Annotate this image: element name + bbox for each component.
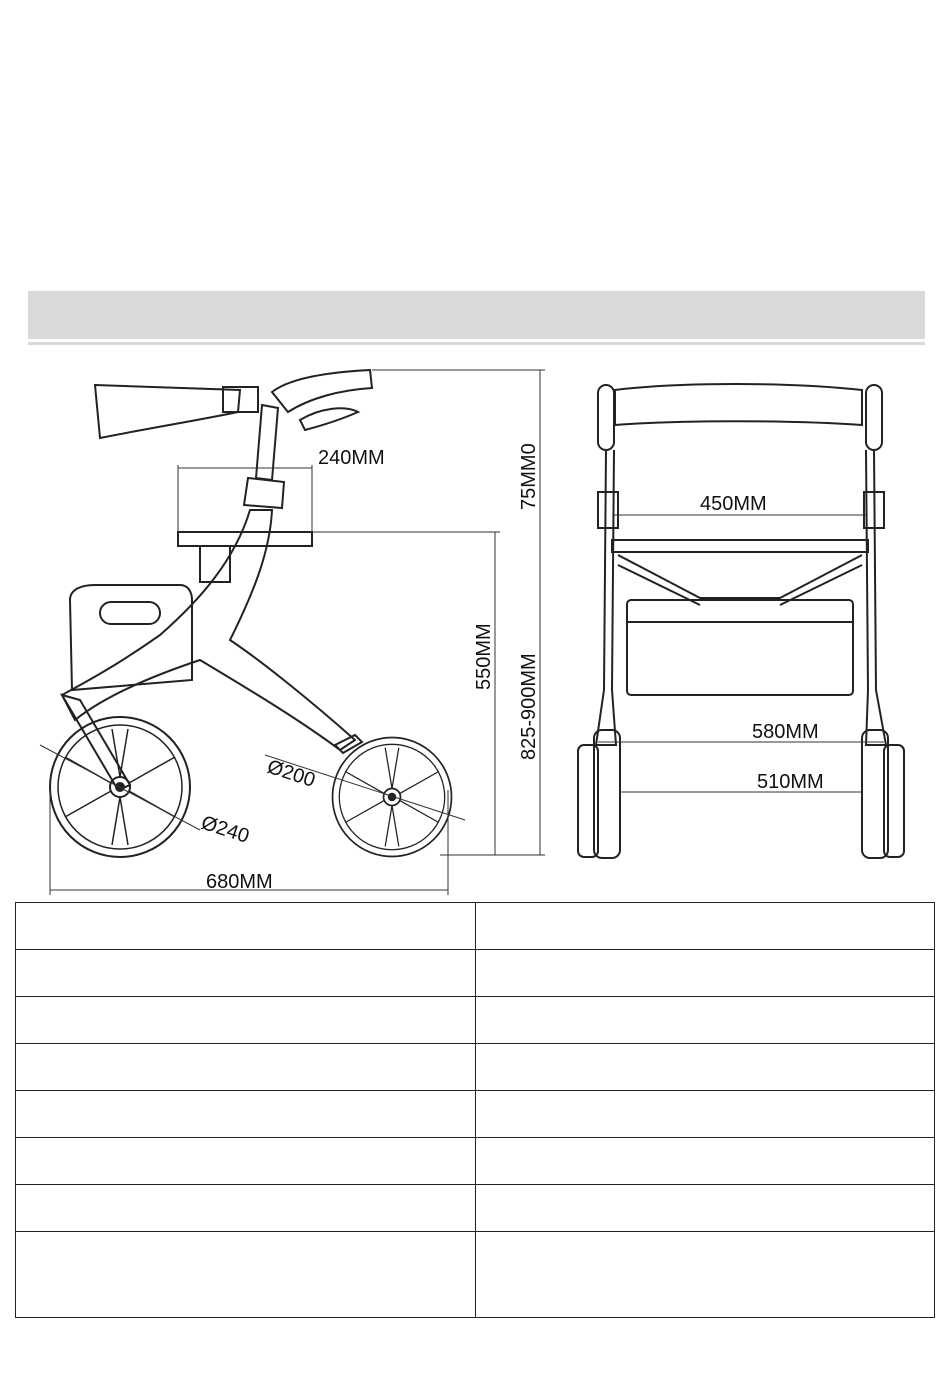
table-row [16,997,935,1044]
seat [178,532,312,546]
handle-height-range-label: 825-900MM [518,653,540,760]
seat-width-label: 450MM [700,493,767,515]
overall-length-label: 680MM [206,871,273,893]
rear-wheel [333,738,452,857]
right-lower-leg [866,690,886,745]
spec-label [16,903,476,950]
total-height-label: 75MM0 [518,443,540,510]
basket [70,585,192,690]
spec-label [16,1232,476,1318]
table-row [16,1232,935,1318]
section-divider [28,342,925,345]
table-row [16,1185,935,1232]
spec-label [16,950,476,997]
spec-label [16,997,476,1044]
front-backrest [615,384,862,425]
spec-value [476,1044,935,1091]
left-clamp [598,492,618,528]
backrest [95,385,240,438]
technical-drawing [0,350,950,900]
spec-label [16,1138,476,1185]
spec-value [476,1138,935,1185]
spec-label [16,1185,476,1232]
table-row [16,1138,935,1185]
basket-handle [100,602,160,624]
spec-value [476,1091,935,1138]
right-handle [866,385,882,450]
upper-post [256,405,278,480]
handle-depth-label: 240MM [318,447,385,469]
front-wheel-diameter-label: Ø240 [198,811,252,848]
front-basket [627,600,853,695]
rear-wheel-diameter-label: Ø200 [264,755,318,792]
spec-value [476,903,935,950]
table-row [16,1044,935,1091]
left-handle [598,385,614,450]
spec-value [476,1232,935,1318]
spec-value [476,950,935,997]
left-lower-leg [596,690,616,745]
spec-value [476,1185,935,1232]
handle-grip [272,370,372,412]
spec-table [15,902,935,1318]
inner-width-label: 580MM [752,721,819,743]
brake-lever [300,408,358,430]
front-seat [612,540,868,552]
spec-value [476,997,935,1044]
cross-brace [618,555,862,598]
table-row [16,950,935,997]
seat-height-label: 550MM [473,623,495,690]
front-view [578,384,904,858]
spec-label [16,1044,476,1091]
table-row [16,903,935,950]
spec-label [16,1091,476,1138]
height-clamp [244,478,284,508]
side-dimensions [40,370,545,895]
section-header-bar [28,291,925,339]
wheel-track-label: 510MM [757,771,824,793]
front-dimensions [598,515,884,792]
table-row [16,1091,935,1138]
side-view [50,370,452,857]
